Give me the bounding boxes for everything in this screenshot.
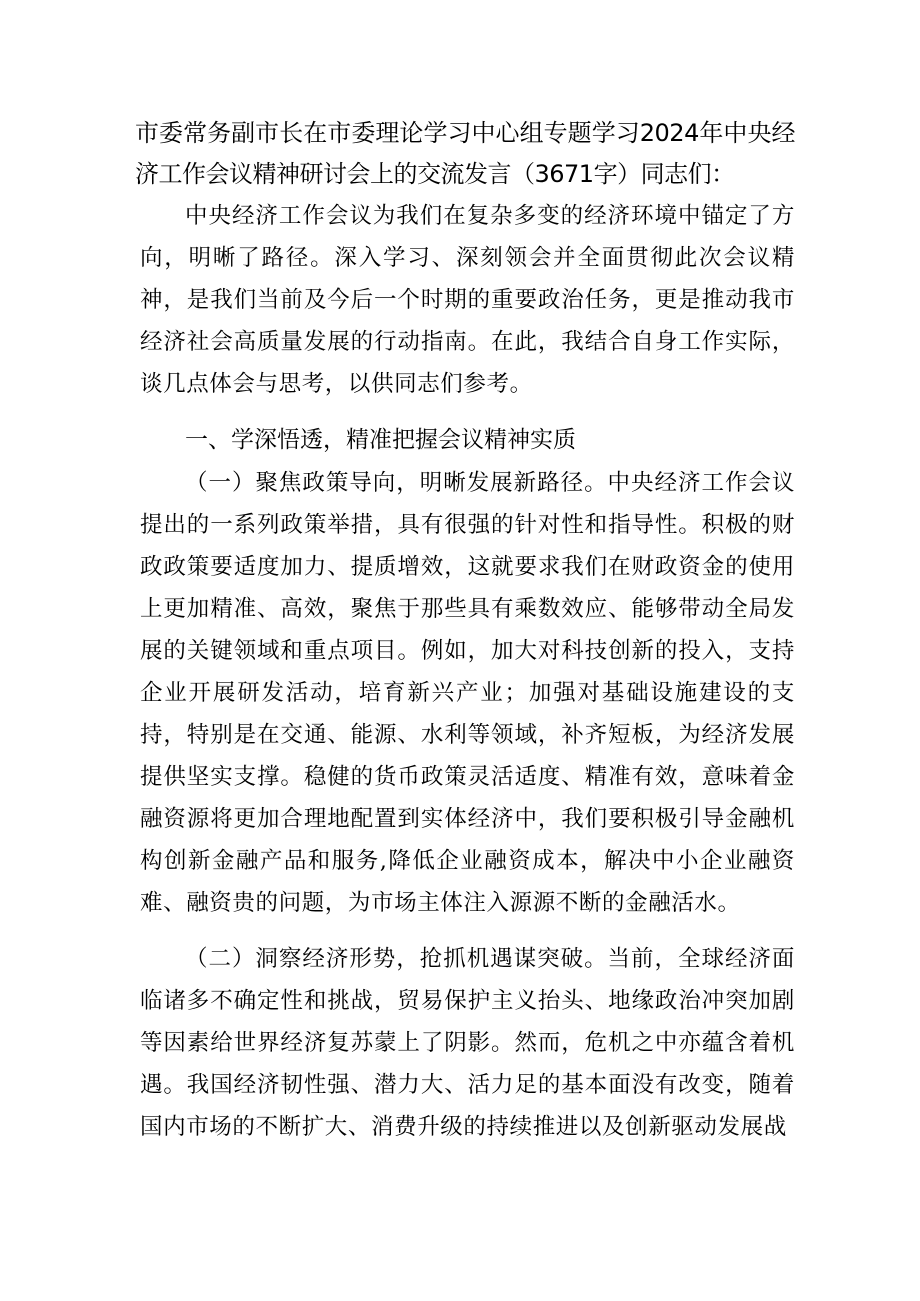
paragraph-economic-situation: （二）洞察经济形势，抢抓机遇谋突破。当前，全球经济面临诸多不确定性和挑战，贸易保护主义抬头、地缘政治冲突加剧等因素给世界经济复苏蒙上了阴影。然而，危机之中亦蕴含着机遇。我国经济韧性强、潜力大、活力足的基本面没有改变，随着国内市场的不断扩大、消费升级的持续推进以及创新驱动发展战 [140,946,795,1140]
paragraph-policy-orientation: （一）聚焦政策导向，明晰发展新路径。中央经济工作会议提出的一系列政策举措，具有很强的针对性和指导性。积极的财政政策要适度加力、提质增效，这就要求我们在财政资金的使用上更加精准、高效，聚焦于那些具有乘数效应、能够带动全局发展的关键领域和重点项目。例如，加大对科技创新的投入，支持企业开展研发活动，培育新兴产业；加强对基础设施建设的支持，特别是在交通、能源、水利等领域，补齐短板，为经济发展提供坚实支撑。稳健的货币政策灵活适度、精准有效，意味着金融资源将更加合理地配置到实体经济中，我们要积极引导金融机构创新金融产品和服务,降低企业融资成本，解决中小企业融资难、融资贵的问题，为市场主体注入源源不断的金融活水。 [140,470,795,916]
section-heading: 一、学深悟透，精准把握会议精神实质 [185,427,576,453]
intro-paragraph: 中央经济工作会议为我们在复杂多变的经济环境中锚定了方向，明晰了路径。深入学习、深刻领会并全面贯彻此次会议精神，是我们当前及今后一个时期的重要政治任务，更是推动我市经济社会高质量发展的行动指南。在此，我结合自身工作实际，谈几点体会与思考，以供同志们参考。 [140,203,795,397]
document-title: 市委常务副市长在市委理论学习中心组专题学习2024年中央经济工作会议精神研讨会上的交流发言（3671字）同志们： [135,119,795,188]
